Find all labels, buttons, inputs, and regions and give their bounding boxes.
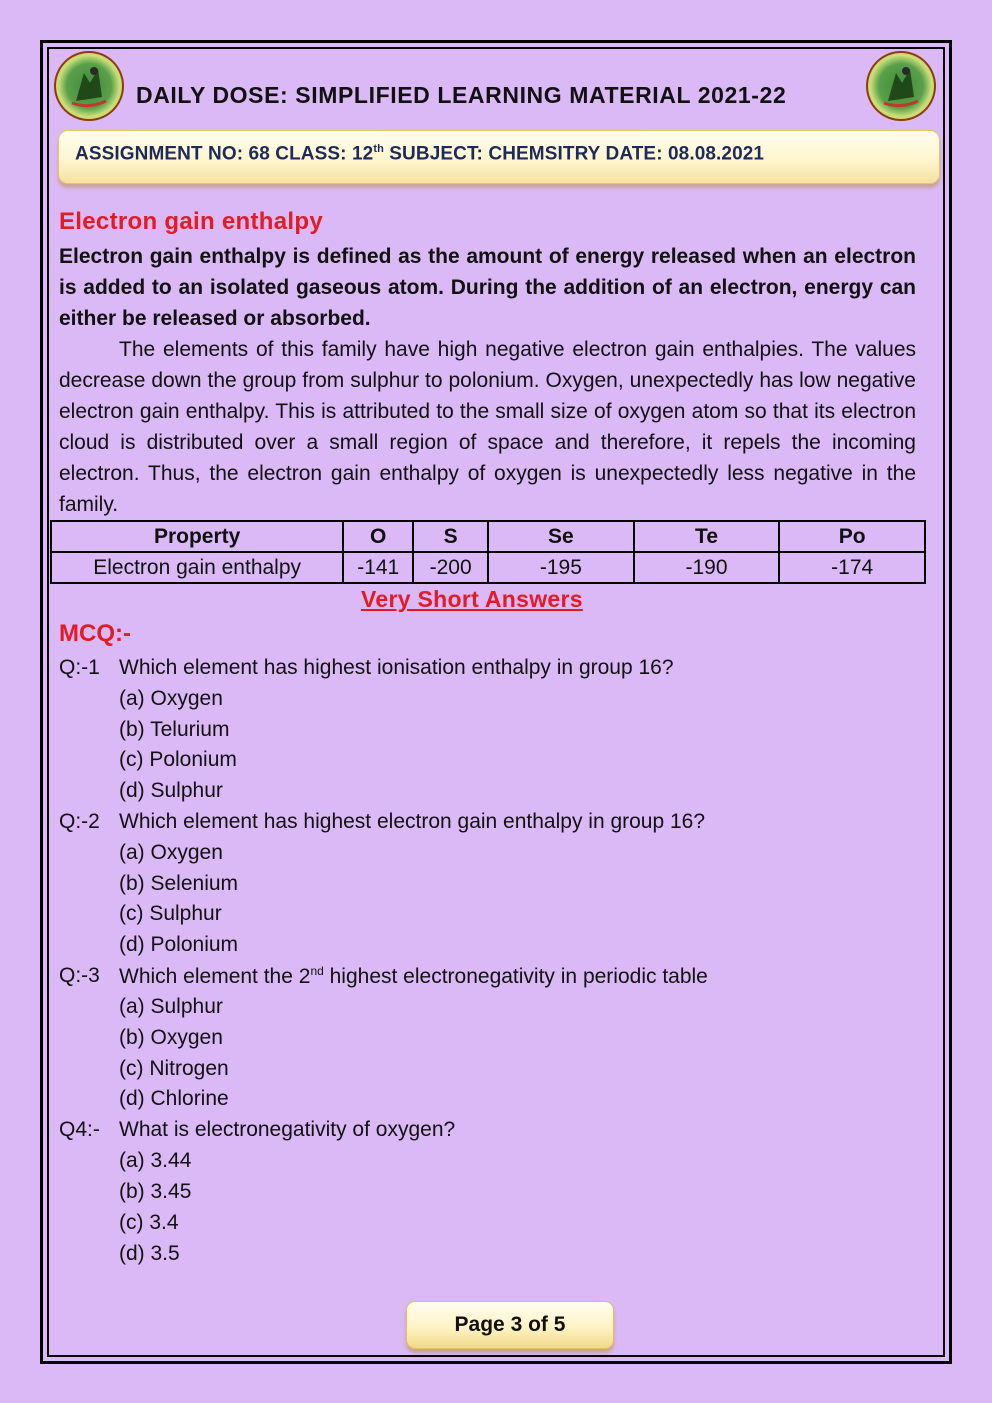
school-logo-left-icon bbox=[54, 51, 124, 121]
option: (d) Polonium bbox=[119, 933, 239, 956]
table-header-row bbox=[51, 521, 925, 552]
page-number-badge: Page 3 of 5 bbox=[406, 1301, 614, 1349]
option: (b) Selenium bbox=[119, 872, 239, 895]
mcq-heading: MCQ:- bbox=[59, 620, 131, 647]
table-cell: Electron gain enthalpy bbox=[51, 552, 343, 583]
question-number: Q4:- bbox=[59, 1118, 100, 1141]
question-number: Q:-1 bbox=[59, 656, 100, 679]
body-paragraph: The elements of this family have high negative electron gain enthalpies. The values decrease down the group from sulphur to polonium. Oxygen, unexpectedly has low negative electron gain enthalpy. This is attributed to the small size of oxygen atom so that its electron cloud is distributed over a small region of space and therefore, it repels the incoming electron. Thus, the electron gain enthalpy of oxygen is unexpectedly less negative in the family. bbox=[59, 338, 916, 516]
option: (a) Sulphur bbox=[119, 995, 223, 1018]
option: (d) Sulphur bbox=[119, 779, 223, 802]
table-cell: -200 bbox=[413, 552, 488, 583]
definition-paragraph: Electron gain enthalpy is defined as the amount of energy released when an electron is added to an isolated gaseous atom. During the addition of an electron, energy can either be released or absorbed. bbox=[59, 245, 916, 330]
table-cell: -190 bbox=[634, 552, 780, 583]
question-4-text: What is electronegativity of oxygen? bbox=[119, 1118, 456, 1141]
option: (b) 3.45 bbox=[119, 1180, 192, 1203]
table-header-cell: Property bbox=[51, 521, 343, 552]
question-text-pre: Which element the 2 bbox=[119, 965, 311, 988]
option: (a) 3.44 bbox=[119, 1149, 192, 1172]
table-header-cell: S bbox=[413, 521, 488, 552]
electron-gain-enthalpy-table bbox=[50, 520, 926, 584]
question-1-text: Which element has highest ionisation enthalpy in group 16? bbox=[119, 656, 674, 679]
option: (c) Sulphur bbox=[119, 902, 222, 925]
class-superscript: th bbox=[373, 143, 384, 155]
question-3-text bbox=[119, 964, 708, 989]
table-header-cell: Se bbox=[488, 521, 634, 552]
table-cell: -141 bbox=[343, 552, 413, 583]
question-text-sup: nd bbox=[310, 964, 324, 978]
table-cell: -174 bbox=[779, 552, 925, 583]
table-header-cell: Po bbox=[779, 521, 925, 552]
assignment-rest: SUBJECT: CHEMSITRY DATE: 08.08.2021 bbox=[383, 143, 765, 165]
section-heading: Electron gain enthalpy bbox=[59, 208, 323, 235]
assignment-label: ASSIGNMENT NO: 68 CLASS: 12 bbox=[75, 143, 374, 165]
option: (a) Oxygen bbox=[119, 687, 223, 710]
question-number: Q:-2 bbox=[59, 810, 100, 833]
assignment-info-text bbox=[75, 143, 764, 165]
table-cell: -195 bbox=[488, 552, 634, 583]
option: (b) Oxygen bbox=[119, 1026, 223, 1049]
document-title: DAILY DOSE: SIMPLIFIED LEARNING MATERIAL 2021-22 bbox=[136, 82, 787, 108]
option: (c) Nitrogen bbox=[119, 1057, 229, 1080]
option: (d) Chlorine bbox=[119, 1087, 229, 1110]
very-short-answers-heading: Very Short Answers bbox=[361, 586, 583, 612]
option: (a) Oxygen bbox=[119, 841, 223, 864]
option: (b) Telurium bbox=[119, 718, 230, 741]
question-number: Q:-3 bbox=[59, 964, 100, 987]
school-logo-right-icon bbox=[866, 51, 936, 121]
table-header-cell: O bbox=[343, 521, 413, 552]
assignment-info-banner bbox=[58, 130, 940, 184]
question-text-post: highest electronegativity in periodic table bbox=[323, 965, 708, 988]
table-row bbox=[51, 552, 925, 583]
option: (c) 3.4 bbox=[119, 1211, 179, 1234]
option: (d) 3.5 bbox=[119, 1242, 180, 1265]
table-header-cell: Te bbox=[634, 521, 780, 552]
question-2-text: Which element has highest electron gain enthalpy in group 16? bbox=[119, 810, 706, 833]
option: (c) Polonium bbox=[119, 748, 237, 771]
